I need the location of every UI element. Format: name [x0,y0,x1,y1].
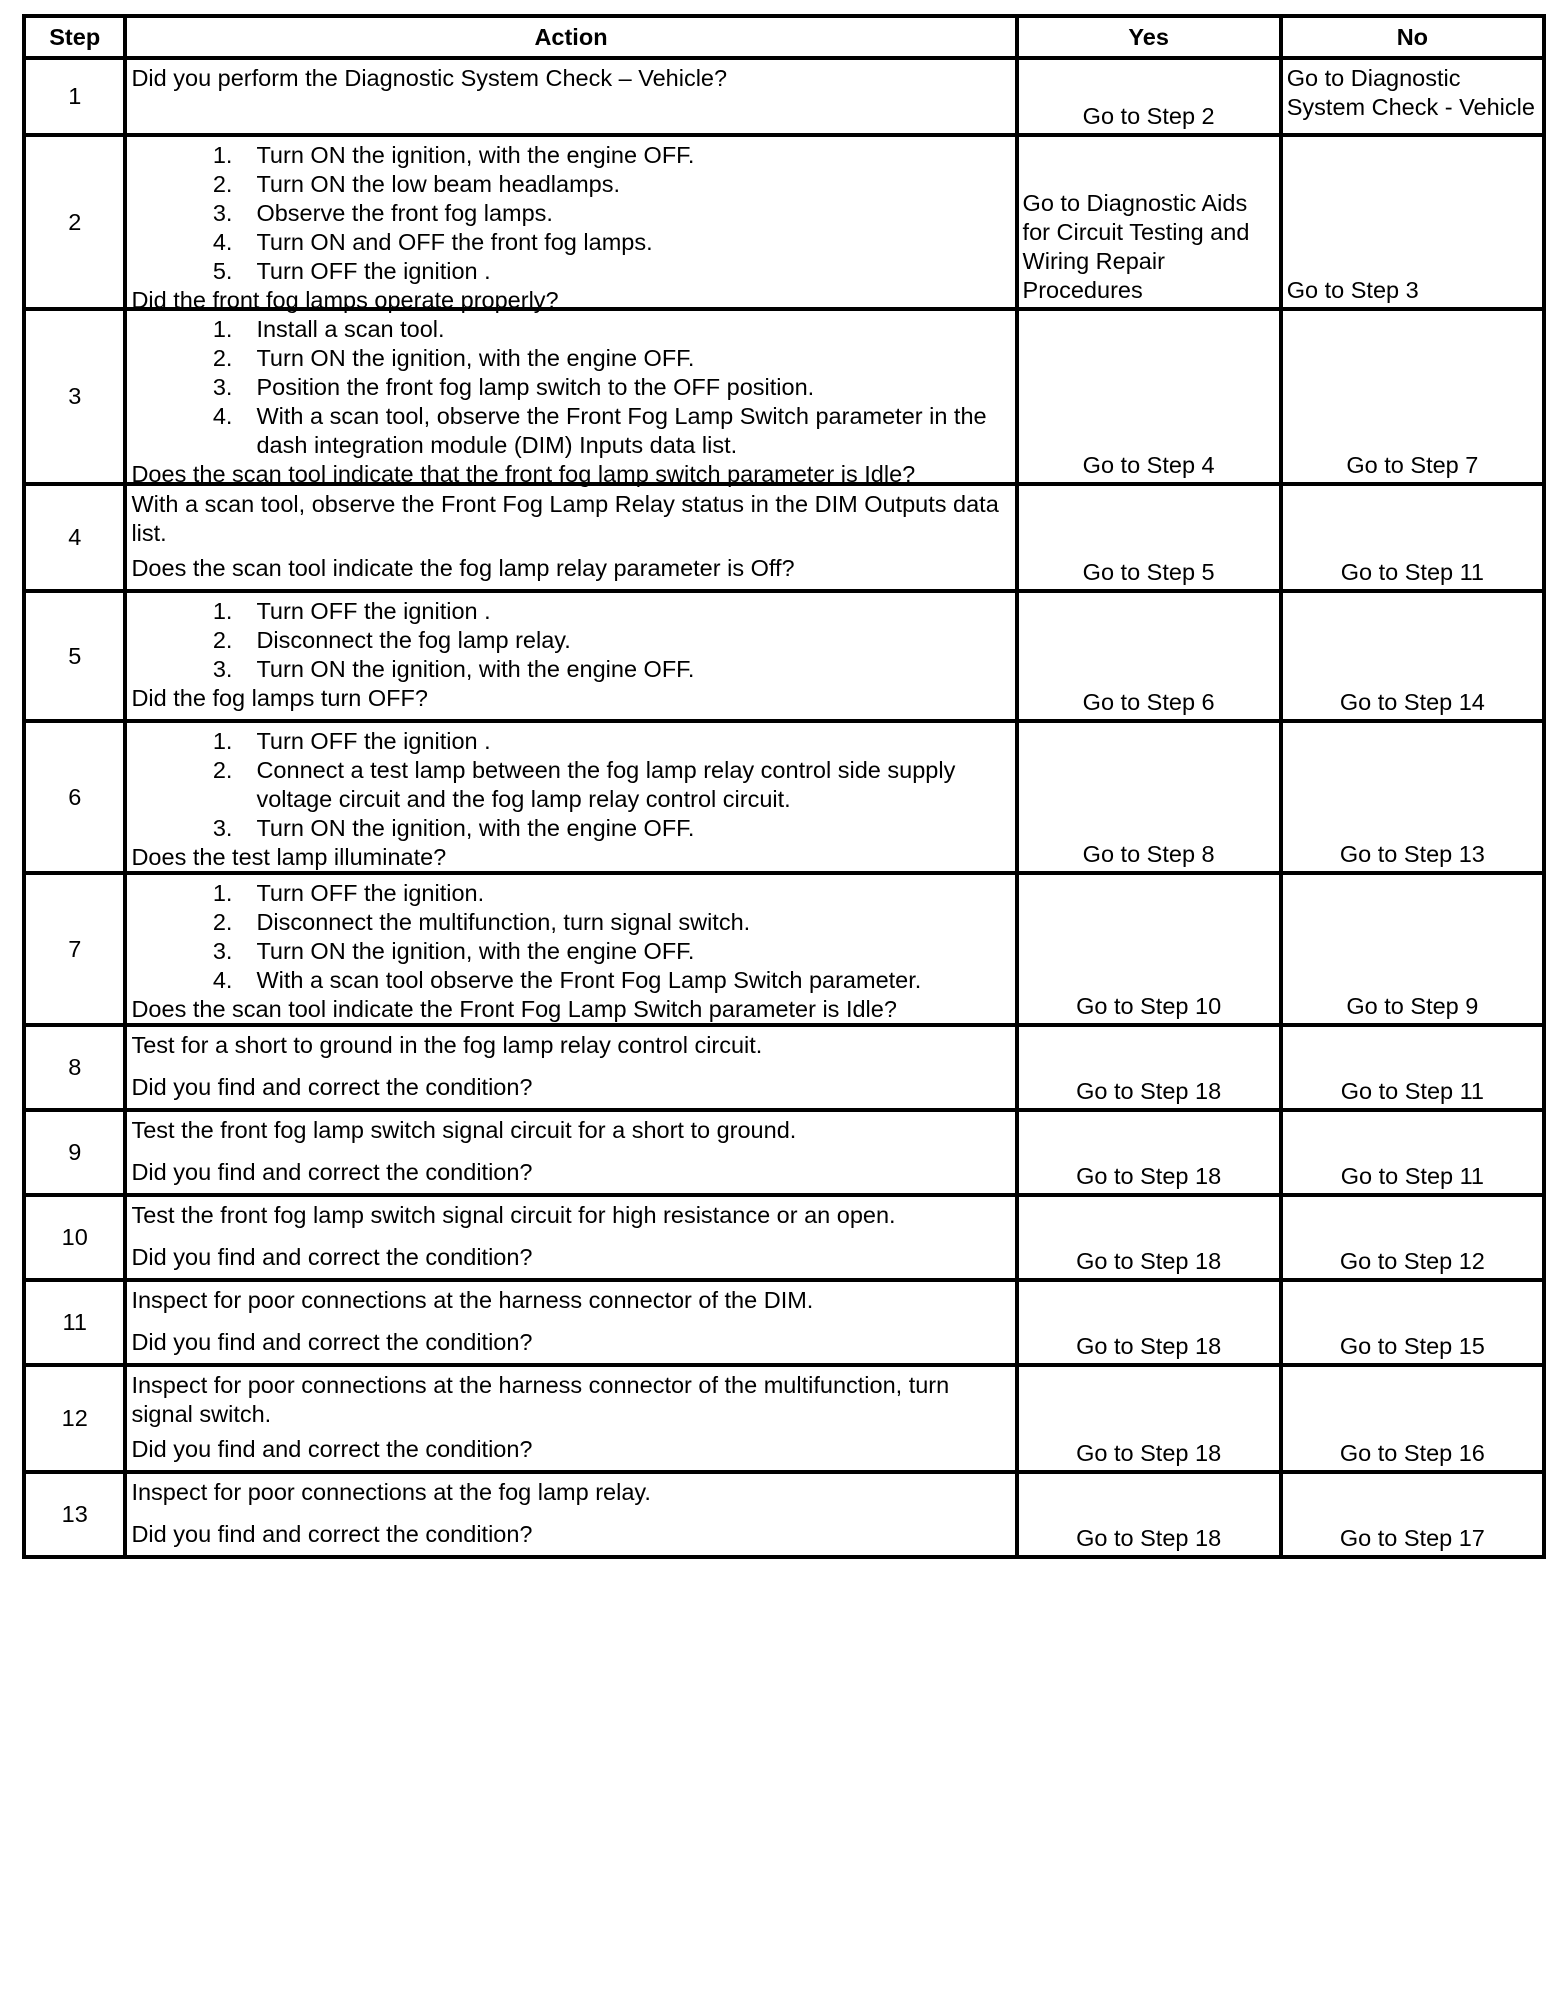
action-question: Does the scan tool indicate the fog lamp relay parameter is Off? [131,555,795,581]
action-question: Did the fog lamps turn OFF? [131,685,428,711]
yes-result: Go to Step 18 [1017,1195,1281,1280]
action-steps [131,879,1010,995]
no-result: Go to Step 9 [1281,873,1544,1025]
list-item [131,937,1010,966]
list-item [131,966,1010,995]
step-number: 12 [24,1365,125,1472]
list-item-text: Disconnect the multifunction, turn signal switch. [256,909,751,935]
table-row [24,1195,1544,1280]
list-item [131,814,1010,843]
step-number: 3 [24,309,125,484]
table-row [24,721,1544,873]
action-cell [125,1025,1016,1110]
list-item-number: 4. [212,967,233,993]
action-cell [125,1280,1016,1365]
step-number: 5 [24,591,125,721]
action-text: Did you perform the Diagnostic System Check – Vehicle? [131,65,728,91]
header-no: No [1281,16,1544,58]
list-item-number: 4. [212,229,233,255]
action-steps [131,141,1010,286]
list-item-text: Turn OFF the ignition. [256,880,485,906]
step-number: 7 [24,873,125,1025]
list-item [131,257,1010,286]
diagnostic-table [22,14,1546,1559]
yes-result: Go to Step 2 [1017,58,1281,135]
action-text: Test the front fog lamp switch signal circuit for high resistance or an open. [131,1202,896,1228]
step-number: 9 [24,1110,125,1195]
header-step: Step [24,16,125,58]
yes-result: Go to Step 10 [1017,873,1281,1025]
list-item-number: 3. [212,815,233,841]
list-item [131,756,1010,814]
table-row [24,135,1544,309]
step-number: 1 [24,58,125,135]
action-question: Did you find and correct the condition? [131,1244,533,1270]
list-item-number: 1. [212,880,233,906]
action-steps [131,315,1010,460]
action-question: Did you find and correct the condition? [131,1521,533,1547]
action-question: Does the test lamp illuminate? [131,844,447,870]
action-text: Inspect for poor connections at the fog lamp relay. [131,1479,651,1505]
no-result: Go to Step 11 [1281,1025,1544,1110]
list-item [131,727,1010,756]
list-item-text: With a scan tool observe the Front Fog Lamp Switch parameter. [256,967,922,993]
list-item-text: Connect a test lamp between the fog lamp relay control side supply voltage circuit and the fog lamp relay control circuit. [256,757,956,812]
yes-result: Go to Step 18 [1017,1025,1281,1110]
action-cell [125,135,1016,313]
list-item-text: Turn OFF the ignition . [256,598,491,624]
step-number: 2 [24,135,125,309]
list-item-text: Turn ON and OFF the front fog lamps. [256,229,653,255]
action-steps [131,597,1010,684]
yes-result: Go to Step 4 [1017,309,1281,484]
step-number: 13 [24,1472,125,1557]
action-cell [125,1110,1016,1195]
step-number: 8 [24,1025,125,1110]
list-item-text: Install a scan tool. [256,316,445,342]
no-result: Go to Diagnostic System Check - Vehicle [1281,58,1544,135]
table-row [24,1365,1544,1472]
list-item-number: 1. [212,142,233,168]
action-question: Did the front fog lamps operate properly? [131,287,559,313]
no-result: Go to Step 11 [1281,484,1544,591]
list-item [131,315,1010,344]
yes-result: Go to Step 18 [1017,1365,1281,1472]
list-item-text: Turn ON the low beam headlamps. [256,171,621,197]
list-item [131,344,1010,373]
header-action: Action [125,16,1016,58]
table-row [24,58,1544,135]
action-cell [125,873,1016,1025]
list-item [131,626,1010,655]
yes-result: Go to Step 18 [1017,1472,1281,1557]
list-item-text: Turn ON the ignition, with the engine OFF. [256,142,695,168]
header-yes: Yes [1017,16,1281,58]
list-item-number: 1. [212,598,233,624]
no-result: Go to Step 11 [1281,1110,1544,1195]
list-item-text: Turn OFF the ignition . [256,258,491,284]
list-item [131,170,1010,199]
no-result: Go to Step 13 [1281,721,1544,873]
yes-result: Go to Step 18 [1017,1280,1281,1365]
no-result: Go to Step 15 [1281,1280,1544,1365]
action-cell [125,1365,1016,1472]
list-item-number: 4. [212,403,233,429]
step-number: 4 [24,484,125,591]
no-result: Go to Step 16 [1281,1365,1544,1472]
action-question: Did you find and correct the condition? [131,1074,533,1100]
table-row [24,1280,1544,1365]
list-item [131,908,1010,937]
list-item-text: Turn OFF the ignition . [256,728,491,754]
action-text: Inspect for poor connections at the harness connector of the DIM. [131,1287,814,1313]
step-number: 6 [24,721,125,873]
list-item-text: With a scan tool, observe the Front Fog Lamp Switch parameter in the dash integration module (DIM) Inputs data list. [256,403,987,458]
action-cell [125,484,1016,591]
yes-result: Go to Step 6 [1017,591,1281,721]
table-row [24,873,1544,1025]
list-item-number: 3. [212,200,233,226]
no-result: Go to Step 7 [1281,309,1544,484]
action-cell [125,591,1016,721]
list-item [131,373,1010,402]
no-result: Go to Step 3 [1281,135,1544,309]
action-cell [125,721,1016,873]
list-item-number: 2. [212,171,233,197]
action-question: Did you find and correct the condition? [131,1329,533,1355]
table-row [24,484,1544,591]
table-row [24,1472,1544,1557]
list-item [131,402,1010,460]
action-cell [125,58,1016,135]
action-text: Inspect for poor connections at the harness connector of the multifunction, turn signal switch. [131,1372,950,1427]
list-item-number: 3. [212,938,233,964]
table-row [24,1110,1544,1195]
no-result: Go to Step 14 [1281,591,1544,721]
step-number: 11 [24,1280,125,1365]
action-text: With a scan tool, observe the Front Fog Lamp Relay status in the DIM Outputs data list. [131,491,999,546]
list-item-number: 2. [212,909,233,935]
list-item-number: 3. [212,656,233,682]
list-item-number: 2. [212,757,233,783]
list-item [131,879,1010,908]
action-text: Test the front fog lamp switch signal circuit for a short to ground. [131,1117,797,1143]
no-result: Go to Step 17 [1281,1472,1544,1557]
action-cell [125,1195,1016,1280]
list-item [131,655,1010,684]
list-item-text: Position the front fog lamp switch to the OFF position. [256,374,815,400]
action-question: Does the scan tool indicate the Front Fog Lamp Switch parameter is Idle? [131,996,897,1022]
action-text: Test for a short to ground in the fog lamp relay control circuit. [131,1032,763,1058]
list-item-text: Turn ON the ignition, with the engine OFF. [256,938,695,964]
header-row [24,16,1544,58]
list-item-text: Turn ON the ignition, with the engine OFF. [256,815,695,841]
yes-result: Go to Step 5 [1017,484,1281,591]
step-number: 10 [24,1195,125,1280]
action-cell [125,1472,1016,1557]
list-item-number: 2. [212,627,233,653]
list-item [131,228,1010,257]
list-item-number: 3. [212,374,233,400]
table-row [24,1025,1544,1110]
list-item-number: 5. [212,258,233,284]
list-item [131,199,1010,228]
yes-result: Go to Diagnostic Aids for Circuit Testing and Wiring Repair Procedures [1017,135,1281,309]
list-item-number: 1. [212,316,233,342]
list-item [131,141,1010,170]
list-item-text: Disconnect the fog lamp relay. [256,627,571,653]
list-item-text: Turn ON the ignition, with the engine OFF. [256,345,695,371]
table-row [24,591,1544,721]
action-question: Did you find and correct the condition? [131,1159,533,1185]
list-item-number: 2. [212,345,233,371]
no-result: Go to Step 12 [1281,1195,1544,1280]
action-cell [125,309,1016,487]
list-item-text: Turn ON the ignition, with the engine OFF. [256,656,695,682]
list-item-number: 1. [212,728,233,754]
list-item [131,597,1010,626]
action-question: Did you find and correct the condition? [131,1436,533,1462]
list-item-text: Observe the front fog lamps. [256,200,553,226]
action-steps [131,727,1010,843]
action-question: Does the scan tool indicate that the front fog lamp switch parameter is Idle? [131,461,916,487]
table-row [24,309,1544,484]
yes-result: Go to Step 8 [1017,721,1281,873]
yes-result: Go to Step 18 [1017,1110,1281,1195]
